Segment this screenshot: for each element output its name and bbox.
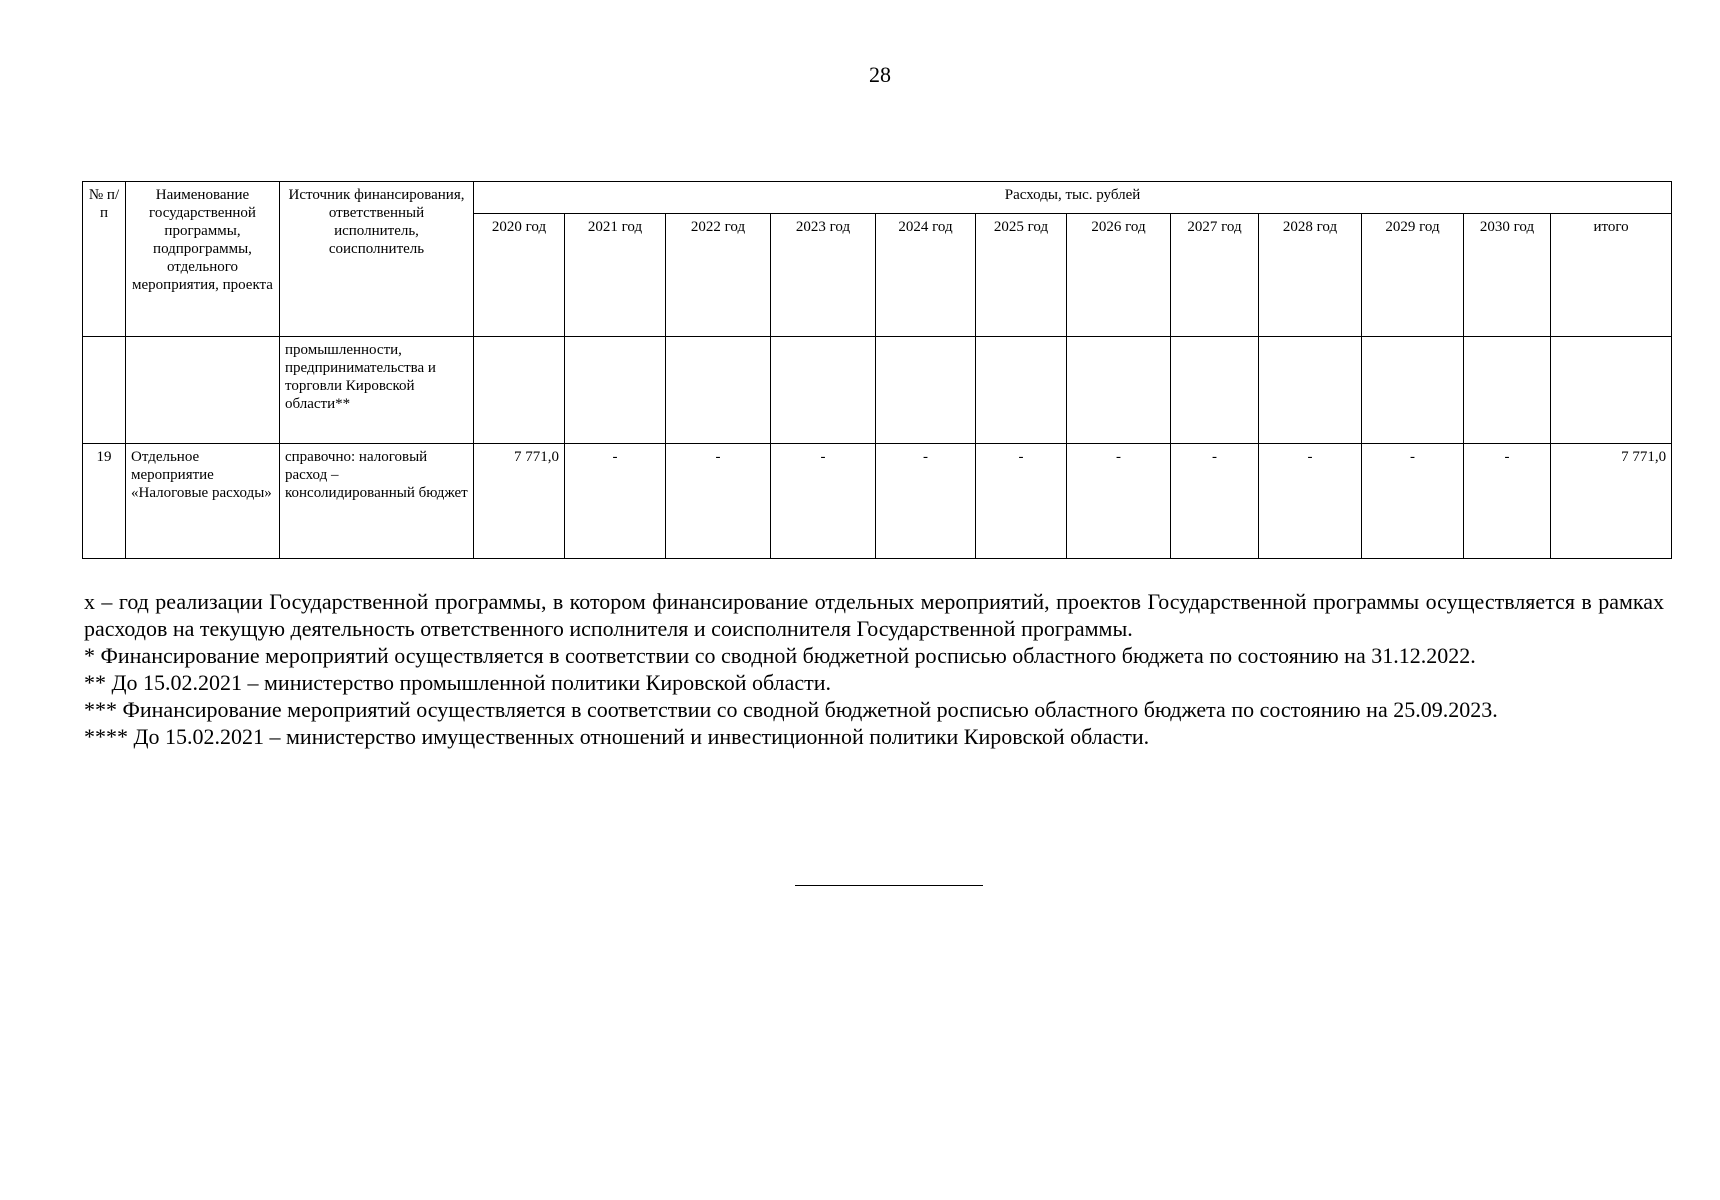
header-year: 2028 год	[1259, 214, 1362, 337]
end-divider	[795, 885, 983, 886]
cell-num	[83, 337, 126, 444]
cell-value	[666, 337, 771, 444]
cell-program-name: Отдельное мероприятие «Налоговые расходы»	[126, 444, 280, 559]
header-year: 2024 год	[876, 214, 976, 337]
expenses-table	[82, 181, 1672, 559]
footnotes	[84, 588, 1664, 750]
header-year: 2026 год	[1067, 214, 1171, 337]
page-number: 28	[869, 62, 891, 87]
header-year: 2030 год	[1464, 214, 1551, 337]
header-year: 2029 год	[1362, 214, 1464, 337]
table-row	[83, 337, 1672, 444]
footnote-2: ** До 15.02.2021 – министерство промышленной политики Кировской области.	[84, 670, 832, 695]
header-year: 2022 год	[666, 214, 771, 337]
cell-value: -	[1067, 444, 1171, 559]
cell-total: 7 771,0	[1551, 444, 1672, 559]
header-program-name: Наименование государственной программы, подпрограммы, отдельного мероприятия, проекта	[126, 182, 280, 337]
cell-funding-source: промышленности, предпринимательства и торговли Кировской области**	[280, 337, 474, 444]
cell-value: -	[1259, 444, 1362, 559]
cell-value: -	[565, 444, 666, 559]
cell-value: 7 771,0	[474, 444, 565, 559]
cell-num: 19	[83, 444, 126, 559]
table-row	[83, 444, 1672, 559]
header-funding-source: Источник финансирования, ответственный исполнитель, соисполнитель	[280, 182, 474, 337]
footnote-1: * Финансирование мероприятий осуществляется в соответствии со сводной бюджетной росписью областного бюджета по состоянию на 31.12.2022.	[84, 643, 1476, 668]
header-year: 2021 год	[565, 214, 666, 337]
cell-value	[474, 337, 565, 444]
header-num: № п/п	[83, 182, 126, 337]
cell-program-name	[126, 337, 280, 444]
cell-value: -	[771, 444, 876, 559]
header-year: 2020 год	[474, 214, 565, 337]
header-expenses: Расходы, тыс. рублей	[474, 182, 1672, 214]
table-header-row	[83, 182, 1672, 214]
cell-value: -	[976, 444, 1067, 559]
cell-value	[876, 337, 976, 444]
header-total: итого	[1551, 214, 1672, 337]
footnote-3: *** Финансирование мероприятий осуществляется в соответствии со сводной бюджетной росписью областного бюджета по состоянию на 25.09.2023.	[84, 697, 1498, 722]
footnote-x: х – год реализации Государственной программы, в котором финансирование отдельных мероприятий, проектов Государственной программы осуществляется в рамках расходов на текущую деятельность ответственного исполнителя и соисполнителя Государственной программы.	[84, 589, 1664, 641]
cell-value	[1362, 337, 1464, 444]
cell-value	[1464, 337, 1551, 444]
cell-value: -	[1464, 444, 1551, 559]
header-year: 2025 год	[976, 214, 1067, 337]
cell-value	[771, 337, 876, 444]
cell-total	[1551, 337, 1672, 444]
cell-value	[1171, 337, 1259, 444]
cell-value	[1067, 337, 1171, 444]
cell-value: -	[1362, 444, 1464, 559]
cell-value: -	[1171, 444, 1259, 559]
cell-value	[976, 337, 1067, 444]
cell-value	[1259, 337, 1362, 444]
header-year: 2023 год	[771, 214, 876, 337]
cell-value: -	[876, 444, 976, 559]
cell-funding-source: справочно: налоговый расход – консолидированный бюджет	[280, 444, 474, 559]
footnote-4: **** До 15.02.2021 – министерство имущественных отношений и инвестиционной политики Кировской области.	[84, 724, 1150, 749]
header-year: 2027 год	[1171, 214, 1259, 337]
cell-value: -	[666, 444, 771, 559]
cell-value	[565, 337, 666, 444]
